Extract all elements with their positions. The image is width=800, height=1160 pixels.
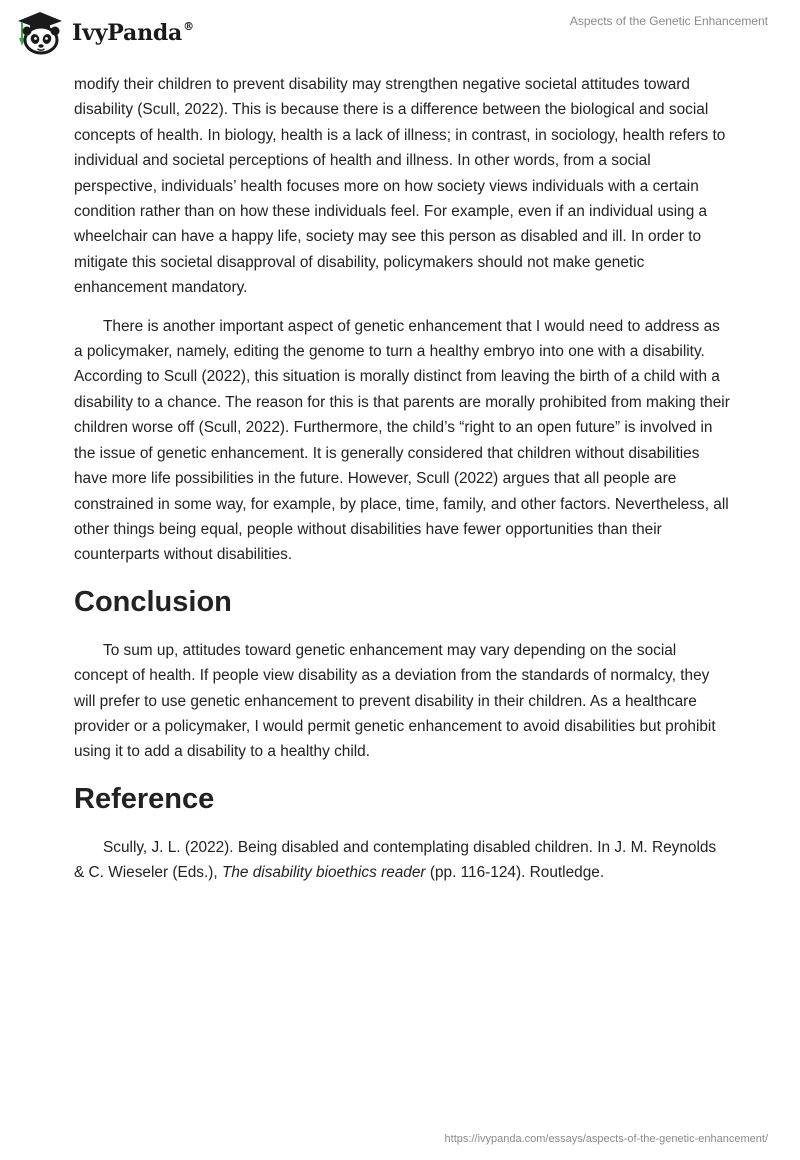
reference-entry — [74, 835, 730, 886]
source-url[interactable]: https://ivypanda.com/essays/aspects-of-the-genetic-enhancement/ — [444, 1133, 768, 1145]
reference-book-title: The disability bioethics reader — [221, 864, 426, 882]
paragraph-genome-editing: There is another important aspect of genetic enhancement that I would need to address as a policymaker, namely, editing the genome to turn a healthy embryo into one with a disability. According to Scull (2022), this situation is morally distinct from leaving the birth of a child with a disability to a chance. The reason for this is that parents are morally prohibited from making their children worse off (Scull, 2022). Furthermore, the child’s “right to an open future” is involved in the issue of genetic enhancement. It is generally considered that children without disabilities have more life possibilities in the future. However, Scull (2022) argues that all people are constrained in some way, for example, by place, time, family, and other factors. Nevertheless, all other things being equal, people without disabilities have fewer opportunities than their counterparts without disabilities. — [74, 317, 730, 564]
document-title: Aspects of the Genetic Enhancement — [569, 14, 768, 28]
brand-name — [72, 20, 194, 46]
registered-mark: ® — [183, 20, 194, 33]
reference-citation-start: Scully, J. L. (2022). Being disabled and contemplating disabled children. In J. M. Reynolds & C. Wieseler (Eds.), — [74, 838, 717, 882]
paragraph-continued: modify their children to prevent disability may strengthen negative societal attitudes toward disability (Scull, 2022). This is because there is a difference between the biological and social concepts of health. In biology, health is a lack of illness; in contrast, in sociology, health refers to individual and societal perceptions of health and illness. In other words, from a social perspective, individuals’ health focuses more on how society views individuals with a certain condition rather than on how these individuals feel. For example, even if an individual using a wheelchair can have a happy life, society may see this person as disabled and ill. In order to mitigate this societal disapproval of disability, policymakers should not make genetic enhancement mandatory. — [74, 76, 726, 297]
page-header — [0, 0, 800, 66]
conclusion-heading: Conclusion — [74, 585, 232, 618]
panda-graduate-icon — [14, 10, 66, 56]
ivypanda-logo[interactable] — [14, 8, 194, 58]
reference-citation-end: (pp. 116-124). Routledge. — [425, 864, 605, 882]
essay-content — [74, 72, 730, 886]
reference-heading: Reference — [74, 782, 215, 815]
brand-name-text: IvyPanda — [72, 20, 183, 46]
conclusion-paragraph: To sum up, attitudes toward genetic enhancement may vary depending on the social concept of health. If people view disability as a deviation from the standards of normalcy, they will prefer to use genetic enhancement to prevent disability in their children. As a healthcare provider or a policymaker, I would permit genetic enhancement to avoid disabilities but prohibit using it to add a disability to a healthy child. — [74, 641, 716, 761]
paragraph-gap — [74, 301, 730, 314]
